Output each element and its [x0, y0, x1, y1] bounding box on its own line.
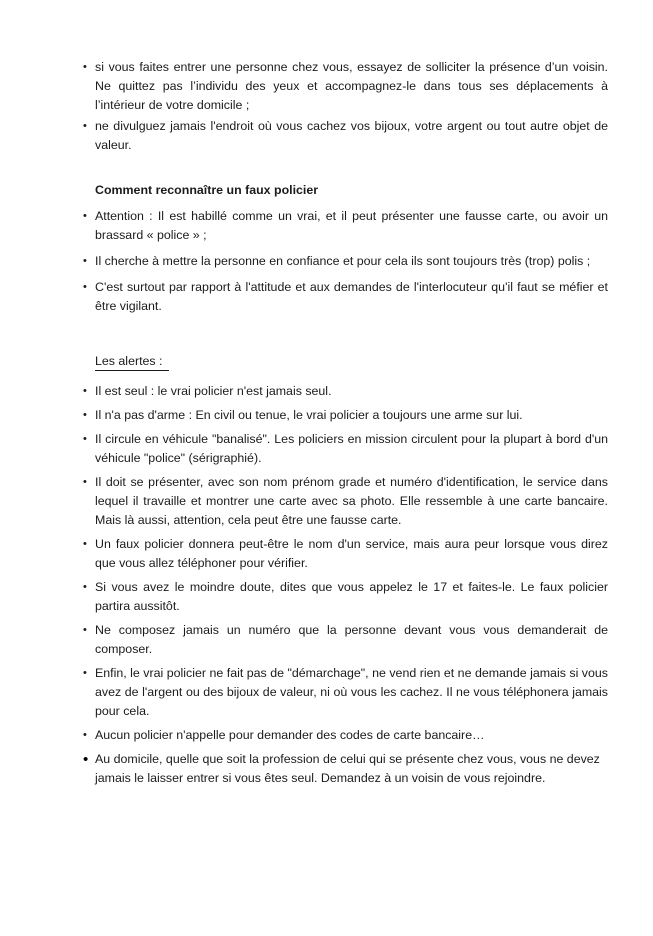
- list-item-text: ne divulguez jamais l'endroit où vous cachez vos bijoux, votre argent ou tout autre objet de valeur.: [95, 119, 608, 152]
- bullet-icon: •: [83, 667, 87, 679]
- list-item-text: Attention : Il est habillé comme un vrai, et il peut présenter une fausse carte, ou avoir un brassard « police » ;: [95, 209, 608, 242]
- faux-policier-list: [83, 207, 608, 316]
- list-item-text: Enfin, le vrai policier ne fait pas de "démarchage", ne vend rien et ne demande jamais si vous avez de l'argent ou des bijoux de valeur, ni où vous les cachez. Il ne vous téléphonera jamais pour cela.: [95, 666, 608, 718]
- list-item-text: Il n'a pas d'arme : En civil ou tenue, le vrai policier a toujours une arme sur lui.: [95, 408, 523, 422]
- bullet-icon: •: [83, 255, 87, 267]
- list-item: [83, 278, 608, 316]
- list-item: [83, 621, 608, 659]
- list-item: [83, 58, 608, 115]
- bullet-icon: •: [83, 538, 87, 550]
- bullet-icon: •: [83, 281, 87, 293]
- list-item-text: Il est seul : le vrai policier n'est jamais seul.: [95, 384, 332, 398]
- bullet-icon: •: [83, 385, 87, 397]
- list-item-text: Ne composez jamais un numéro que la personne devant vous vous demanderait de composer.: [95, 623, 608, 656]
- list-item-text: Il doit se présenter, avec son nom prénom grade et numéro d'identification, le service dans lequel il travaille et montrer une carte avec sa photo. Elle ressemble à une carte bancaire. Mais là aussi, attention, cela peut être une fausse carte.: [95, 475, 608, 527]
- bullet-icon: •: [83, 61, 87, 73]
- bullet-icon: •: [83, 210, 87, 222]
- list-item: [83, 473, 608, 530]
- list-item: [83, 382, 608, 401]
- list-item: [83, 664, 608, 721]
- bullet-icon: •: [83, 729, 87, 741]
- list-item-text: Au domicile, quelle que soit la profession de celui qui se présente chez vous, vous ne devez jamais le laisser entrer si vous êtes seul. Demandez à un voisin de vous rejoindre.: [95, 752, 600, 785]
- list-item-text: Il cherche à mettre la personne en confiance et pour cela ils sont toujours très (trop) polis ;: [95, 254, 591, 268]
- section-heading-alertes: [83, 352, 608, 371]
- list-item: [83, 578, 608, 616]
- intro-list: [83, 58, 608, 155]
- list-item: [83, 726, 608, 745]
- list-item: [83, 252, 608, 271]
- list-item: [83, 430, 608, 468]
- list-item: [83, 207, 608, 245]
- list-item-text: Un faux policier donnera peut-être le nom d'un service, mais aura peur lorsque vous direz que vous allez téléphoner pour vérifier.: [95, 537, 608, 570]
- bullet-icon: •: [83, 581, 87, 593]
- list-item-text: si vous faites entrer une personne chez vous, essayez de solliciter la présence d’un voisin. Ne quittez pas l’individu des yeux et accompagnez-le dans tous ses déplacements à l’intérieur de votre domicile ;: [95, 60, 608, 112]
- final-list: [83, 750, 608, 788]
- bullet-icon: •: [83, 409, 87, 421]
- list-item: [83, 406, 608, 425]
- bullet-icon: •: [83, 120, 87, 132]
- list-item-text: Il circule en véhicule "banalisé". Les policiers en mission circulent pour la plupart à bord d'un véhicule "police" (sérigraphié).: [95, 432, 608, 465]
- alertes-list: [83, 382, 608, 745]
- bullet-icon: •: [83, 624, 87, 636]
- list-item: [83, 117, 608, 155]
- list-item-text: Aucun policier n'appelle pour demander des codes de carte bancaire…: [95, 728, 485, 742]
- bullet-icon: •: [83, 476, 87, 488]
- section-heading-alertes-text: Les alertes :: [95, 353, 169, 371]
- bullet-icon: •: [83, 751, 89, 768]
- list-item-text: Si vous avez le moindre doute, dites que vous appelez le 17 et faites-le. Le faux policier partira aussitôt.: [95, 580, 608, 613]
- bullet-icon: •: [83, 433, 87, 445]
- list-item: [83, 750, 608, 788]
- section-heading-faux-policier: Comment reconnaître un faux policier: [95, 183, 319, 197]
- list-item: [83, 535, 608, 573]
- list-item-text: C'est surtout par rapport à l'attitude et aux demandes de l'interlocuteur qu'il faut se méfier et être vigilant.: [95, 280, 608, 313]
